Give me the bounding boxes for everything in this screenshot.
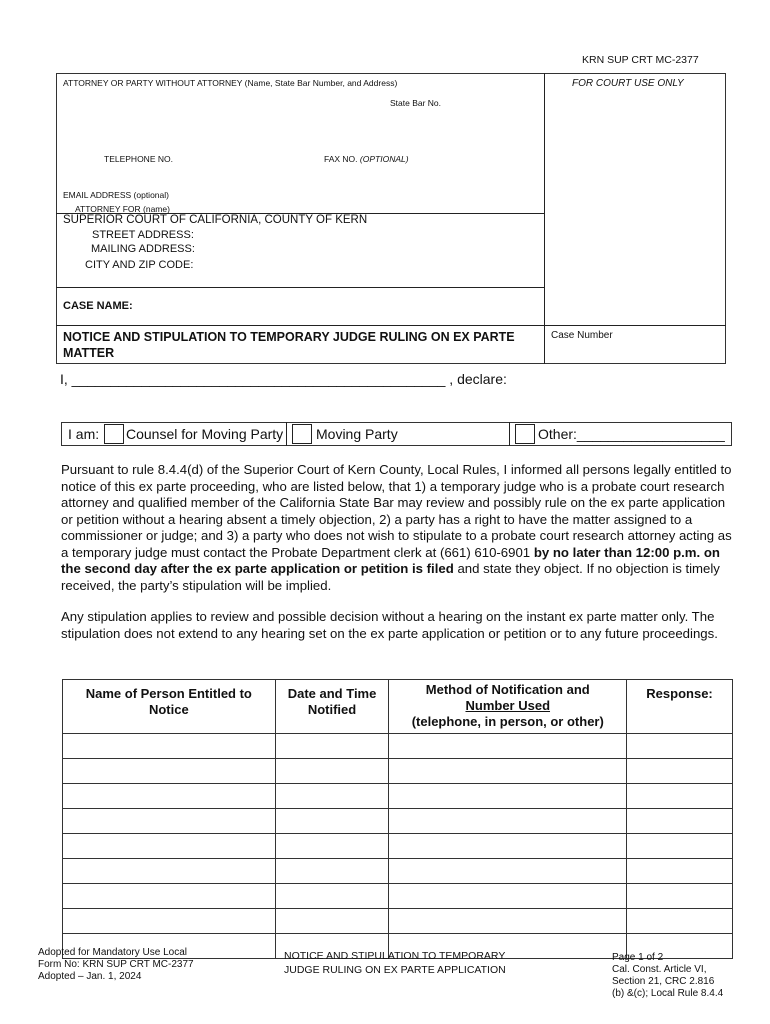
counsel-checkbox[interactable] xyxy=(104,424,124,444)
declaration-line: I, ________________________________________________ , declare: xyxy=(60,371,507,387)
street-address-label: STREET ADDRESS: xyxy=(92,229,194,241)
col-method-header: Method of Notification and Number Used (telephone, in person, or other) xyxy=(389,680,627,734)
iam-label: I am: xyxy=(68,426,100,442)
footer-center: NOTICE AND STIPULATION TO TEMPORARY JUDGE RULING ON EX PARTE APPLICATION xyxy=(284,950,506,976)
table-row xyxy=(63,734,733,759)
court-name: SUPERIOR COURT OF CALIFORNIA, COUNTY OF KERN xyxy=(63,214,368,226)
table-row xyxy=(63,834,733,859)
other-checkbox[interactable] xyxy=(515,424,535,444)
city-zip-label: CITY AND ZIP CODE: xyxy=(85,259,194,271)
attorney-for-label: ATTORNEY FOR (name) xyxy=(75,204,170,214)
email-label: EMAIL ADDRESS (optional) xyxy=(63,190,169,200)
form-title-line2: MATTER xyxy=(63,346,115,360)
table-row xyxy=(63,784,733,809)
role-options xyxy=(68,426,99,442)
attorney-label: ATTORNEY OR PARTY WITHOUT ATTORNEY (Name, State Bar Number, and Address) xyxy=(63,78,398,88)
state-bar-label: State Bar No. xyxy=(390,98,442,108)
fax-label: FAX NO. (OPTIONAL) xyxy=(324,154,409,164)
table-row xyxy=(63,859,733,884)
col-response-header: Response: xyxy=(627,680,733,734)
mailing-address-label: MAILING ADDRESS: xyxy=(91,243,195,255)
footer-right: Page 1 of 2 Cal. Const. Article VI, Section 21, CRC 2.816 (b) &(c); Local Rule 8.4.4 xyxy=(612,952,724,999)
other-input[interactable]: ___________________ xyxy=(576,426,725,442)
moving-party-option-label: Moving Party xyxy=(316,426,398,442)
case-name-label: CASE NAME: xyxy=(63,300,133,312)
col-date-header: Date and Time Notified xyxy=(275,680,389,734)
court-use-label: FOR COURT USE ONLY xyxy=(572,78,684,89)
notice-paragraph: Pursuant to rule 8.4.4(d) of the Superior Court of Kern County, Local Rules, I informed all persons legally entitled to notice of this ex parte proceeding, who are listed below, that 1) a temporary judge who is a probate court research attorney and qualified member of the California State Bar may review and possibly rule on the ex parte application or petition without a hearing absent a timely objection, 2) a party has a right to have the matter assigned to a commissioner or judge; and 3) a party who does not wish to stipulate to a probate court research attorney acting as a temporary judge must contact the Probate Department clerk at (661) 610-6901 by no later than 12:00 p.m. on the second day after the ex parte application or petition is filed and state they object. If no objection is timely received, the party’s stipulation will be implied. xyxy=(61,462,732,593)
case-number-label: Case Number xyxy=(551,330,613,341)
other-option: Other:___________________ xyxy=(538,426,725,442)
moving-party-checkbox[interactable] xyxy=(292,424,312,444)
telephone-label: TELEPHONE NO. xyxy=(104,154,173,164)
form-title-line1: NOTICE AND STIPULATION TO TEMPORARY JUDGE RULING ON EX PARTE xyxy=(63,330,515,344)
table-row xyxy=(63,909,733,934)
footer-left: Adopted for Mandatory Use Local Form No: KRN SUP CRT MC-2377 Adopted – Jan. 1, 2024 xyxy=(38,947,194,982)
notification-table xyxy=(62,679,733,959)
page-number: Page 1 of 2 xyxy=(612,952,664,963)
deadline-text: by no later than 12:00 p.m. on the second day after the ex parte application or petition is filed xyxy=(61,544,720,576)
counsel-option-label: Counsel for Moving Party xyxy=(126,426,284,442)
table-header-row xyxy=(63,680,733,734)
table-row xyxy=(63,759,733,784)
col-name-header: Name of Person Entitled to Notice xyxy=(63,680,276,734)
table-row xyxy=(63,809,733,834)
declarant-name-field[interactable]: ________________________________________________ xyxy=(71,371,446,387)
form-code: KRN SUP CRT MC-2377 xyxy=(582,54,699,66)
table-row xyxy=(63,884,733,909)
stipulation-paragraph: Any stipulation applies to review and possible decision without a hearing on the instant ex parte matter only. The stipulation does not extend to any hearing set on the ex parte application or petition or to any future proceedings. xyxy=(61,609,718,641)
